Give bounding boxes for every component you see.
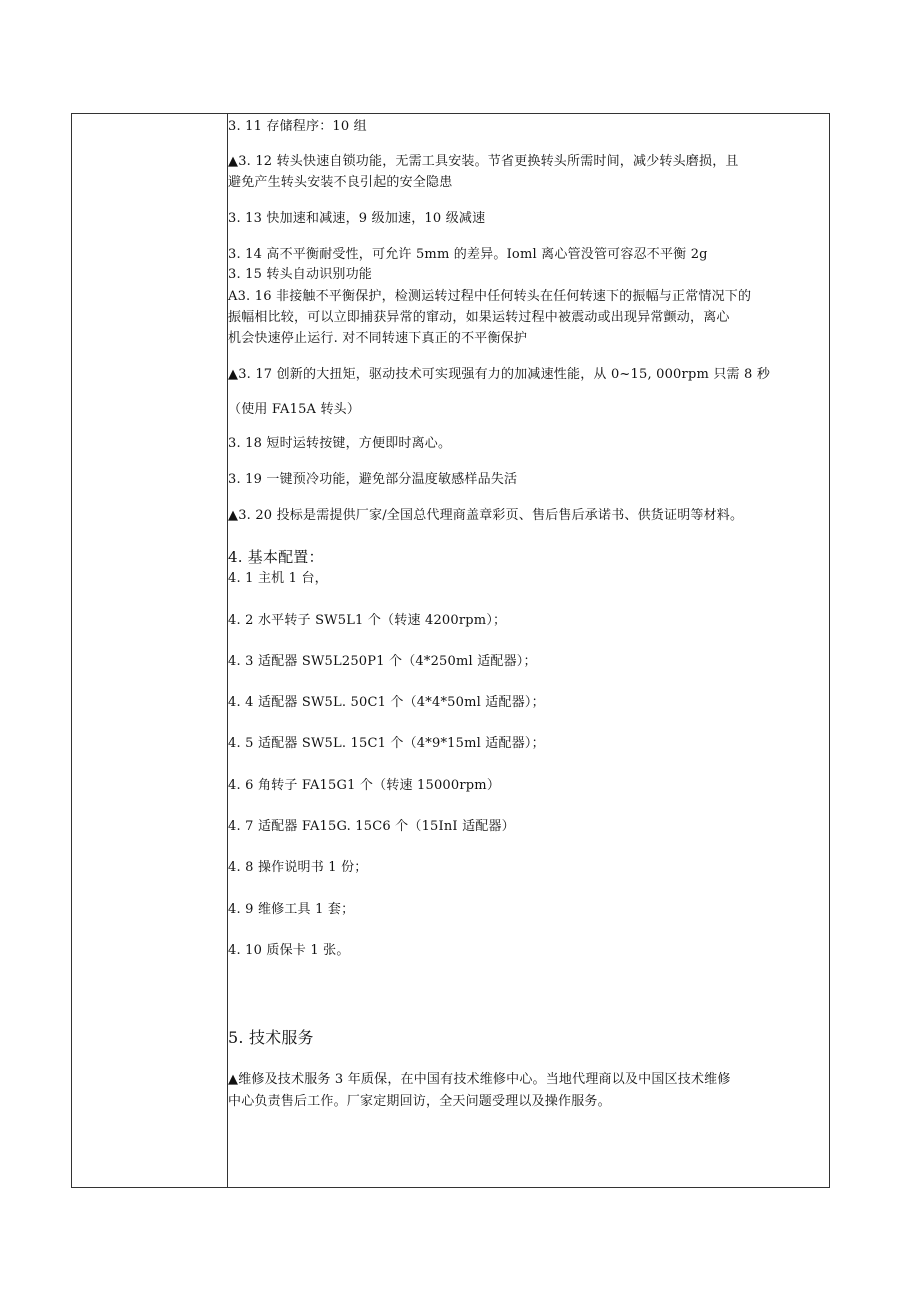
spec-line: 机会快速停止运行. 对不同转速下真正的不平衡保护 (228, 331, 528, 346)
spec-line: 3. 13 快加速和减速，9 级加速，10 级减速 (228, 211, 486, 226)
config-item: 4. 10 质保卡 1 张。 (228, 943, 350, 958)
table-right-column (228, 114, 829, 1187)
config-item: 4. 9 维修工具 1 套； (228, 902, 355, 917)
config-item: 4. 4 适配器 SW5L. 50C1 个（4*4*50ml 适配器）； (228, 695, 545, 710)
config-item: 4. 5 适配器 SW5L. 15C1 个（4*9*15ml 适配器）； (228, 736, 545, 751)
config-item: 4. 6 角转子 FA15G1 个（转速 15000rpm） (228, 778, 501, 793)
spec-line: ▲3. 12 转头快速自锁功能，无需工具安装。节省更换转头所需时间，减少转头磨损，且 (228, 154, 739, 169)
config-item: 4. 2 水平转子 SW5L1 个（转速 4200rpm）； (228, 613, 507, 628)
service-line: ▲维修及技术服务 3 年质保，在中国有技术维修中心。当地代理商以及中国区技术维修 (228, 1072, 731, 1087)
config-heading: 4. 基本配置： (228, 548, 324, 566)
spec-line: A3. 16 非接触不平衡保护，检测运转过程中任何转头在任何转速下的振幅与正常情况下的 (228, 289, 752, 304)
service-heading: 5. 技术服务 (228, 1028, 314, 1047)
spec-table (71, 113, 830, 1188)
spec-line: 3. 18 短时运转按键，方便即时离心。 (228, 436, 452, 451)
spec-line: 3. 15 转头自动识别功能 (228, 267, 373, 282)
config-item: 4. 3 适配器 SW5L250P1 个（4*250ml 适配器）； (228, 654, 537, 669)
config-item: 4. 7 适配器 FA15G. 15C6 个（15InI 适配器） (228, 819, 515, 834)
service-line: 中心负责售后工作。厂家定期回访，全天问题受理以及操作服务。 (228, 1094, 611, 1109)
config-item: 4. 8 操作说明书 1 份； (228, 860, 368, 875)
spec-line: 3. 14 高不平衡耐受性，可允许 5mm 的差异。Ioml 离心管没管可容忍不平衡 2g (228, 247, 708, 262)
spec-line: ▲3. 20 投标是需提供厂家/全国总代理商盖章彩页、售后售后承诺书、供货证明等材料。 (228, 508, 744, 523)
spec-line: 振幅相比较，可以立即捕获异常的窜动，如果运转过程中被震动或出现异常颤动，离心 (228, 310, 730, 325)
spec-line: 3. 11 存储程序：10 组 (228, 119, 367, 134)
table-left-column (72, 114, 228, 1187)
spec-line: ▲3. 17 创新的大扭矩，驱动技术可实现强有力的加减速性能，从 0~15, 000rpm 只需 8 秒 (228, 367, 771, 382)
config-item: 4. 1 主机 1 台， (228, 571, 328, 586)
spec-line: 避免产生转头安装不良引起的安全隐患 (228, 175, 453, 190)
spec-line: 3. 19 一键预冷功能，避免部分温度敏感样品失活 (228, 472, 518, 487)
spec-line: （使用 FA15A 转头） (228, 402, 361, 417)
